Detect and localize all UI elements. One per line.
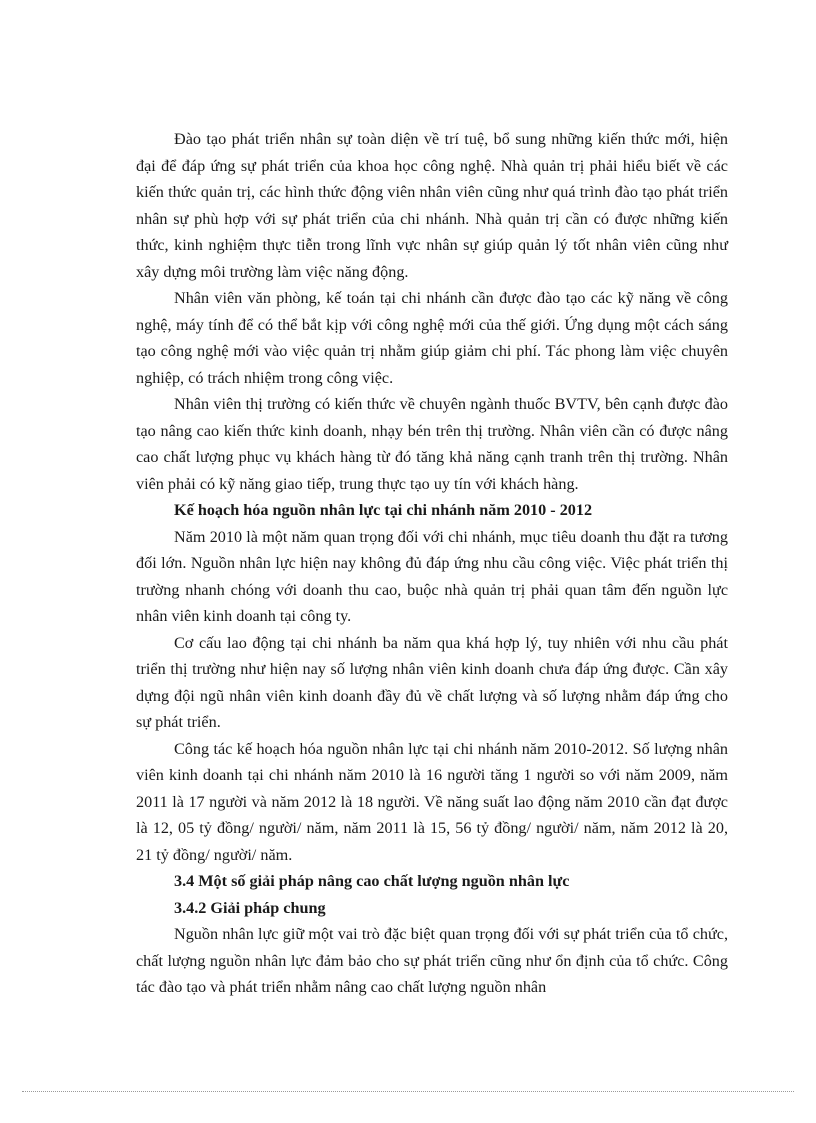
heading-section-3-4: 3.4 Một số giải pháp nâng cao chất lượng nguồn nhân lực <box>174 872 570 890</box>
paragraph-training-overview: Đào tạo phát triển nhân sự toàn diện về trí tuệ, bổ sung những kiến thức mới, hiện đại để đáp ứng sự phát triển của khoa học công nghệ. Nhà quản trị phải hiểu biết về các kiến thức quản trị, các hình thức động viên nhân viên cũng như quá trình đào tạo phát triển nhân sự phù hợp với sự phát triển của chi nhánh. Nhà quản trị cần có được những kiến thức, kinh nghiệm thực tiễn trong lĩnh vực nhân sự giúp quản lý tốt nhân viên cũng như xây dựng môi trường làm việc năng động. <box>136 130 728 281</box>
paragraph-plan-figures: Công tác kế hoạch hóa nguồn nhân lực tại chi nhánh năm 2010-2012. Số lượng nhân viên kinh doanh tại chi nhánh năm 2010 là 16 người tăng 1 người so với năm 2009, năm 2011 là 17 người và năm 2012 là 18 người. Về năng suất lao động năm 2010 cần đạt được là 12, 05 tỷ đồng/ người/ năm, năm 2011 là 15, 56 tỷ đồng/ người/ năm, năm 2012 là 20, 21 tỷ đồng/ người/ năm. <box>136 739 728 864</box>
paragraph-general-solutions: Nguồn nhân lực giữ một vai trò đặc biệt quan trọng đối với sự phát triển của tổ chức, chất lượng nguồn nhân lực đảm bảo cho sự phát triển cũng như ổn định của tổ chức. Công tác đào tạo và phát triển nhằm nâng cao chất lượng nguồn nhân <box>136 925 728 996</box>
paragraph-office-staff: Nhân viên văn phòng, kế toán tại chi nhánh cần được đào tạo các kỹ năng về công nghệ, máy tính để có thể bắt kịp với công nghệ mới của thế giới. Ứng dụng một cách sáng tạo công nghệ mới vào việc quản trị nhằm giúp giảm chi phí. Tác phong làm việc chuyên nghiệp, có trách nhiệm trong công việc. <box>136 289 728 387</box>
paragraph-market-staff: Nhân viên thị trường có kiến thức về chuyên ngành thuốc BVTV, bên cạnh được đào tạo nâng cao kiến thức kinh doanh, nhạy bén trên thị trường. Nhân viên cần có được nâng cao chất lượng phục vụ khách hàng từ đó tăng khả năng cạnh tranh trên thị trường. Nhân viên phải có kỹ năng giao tiếp, trung thực tạo uy tín với khách hàng. <box>136 395 728 493</box>
document-body <box>136 126 728 1001</box>
paragraph-plan-2010: Năm 2010 là một năm quan trọng đối với chi nhánh, mục tiêu doanh thu đặt ra tương đối lớn. Nguồn nhân lực hiện nay không đủ đáp ứng nhu cầu công việc. Việc phát triển thị trường nhanh chóng với doanh thu cao, buộc nhà quản trị phải quan tâm đến nguồn lực nhân viên kinh doanh tại công ty. <box>136 527 728 625</box>
heading-hr-plan: Kế hoạch hóa nguồn nhân lực tại chi nhánh năm 2010 - 2012 <box>174 501 593 519</box>
paragraph-labor-structure: Cơ cấu lao động tại chi nhánh ba năm qua khá hợp lý, tuy nhiên với nhu cầu phát triển thị trường như hiện nay số lượng nhân viên kinh doanh chưa đáp ứng được. Cần xây dựng đội ngũ nhân viên kinh doanh đầy đủ về chất lượng và số lượng nhằm đáp ứng cho sự phát triển. <box>136 633 728 731</box>
footer-divider <box>22 1091 794 1092</box>
heading-subsection-3-4-2: 3.4.2 Giải pháp chung <box>174 898 326 917</box>
